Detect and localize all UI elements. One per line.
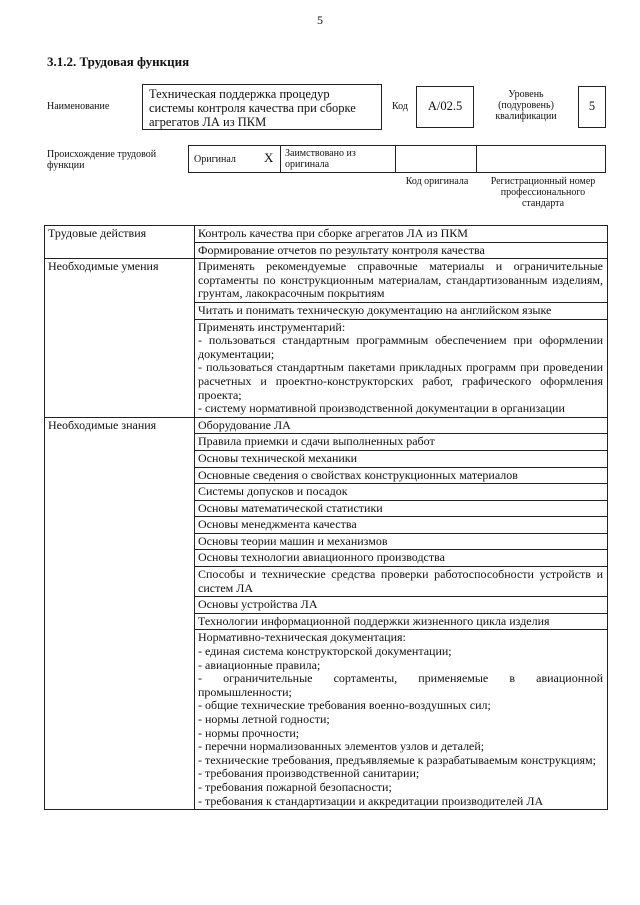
level-value-box <box>578 86 606 128</box>
reg-number-label: Регистрационный номер профессионального стандарта <box>490 176 596 209</box>
skill-line: - систему нормативной производственной документации в организации <box>198 401 565 416</box>
borrowed-label: Заимствовано из оригинала <box>285 148 356 170</box>
level-value: 5 <box>588 99 596 113</box>
code-value-box <box>416 86 474 128</box>
normative-title: Нормативно-техническая документация: <box>198 630 406 645</box>
knowledge-item: Основы математической статистики <box>195 500 608 517</box>
level-label: Уровень (подуровень) квалификации <box>495 89 557 122</box>
knowledge-item: Основы устройства ЛА <box>195 597 608 614</box>
table-row <box>45 259 608 303</box>
labor-action-item: Формирование отчетов по результату контроля качества <box>195 242 608 259</box>
labor-actions-title: Трудовые действия <box>45 226 195 259</box>
normative-item: - перечни нормализованных элементов узлов и деталей; <box>198 739 485 754</box>
page-number: 5 <box>317 13 323 27</box>
code-value: А/02.5 <box>427 99 463 113</box>
skill-line: Применять инструментарий: <box>198 319 346 334</box>
knowledge-item: Основные сведения о свойствах конструкционных материалов <box>195 467 608 484</box>
code-label: Код <box>392 101 408 112</box>
normative-item: - нормы летной годности; <box>198 712 330 726</box>
normative-item: - ограничительные сортаменты, применяемые в авиационной промышленности; <box>198 671 603 699</box>
function-name: Техническая поддержка процедур системы контроля качества при сборке агрегатов ЛА из ПКМ <box>149 87 356 129</box>
knowledge-item: Способы и технические средства проверки работоспособности устройств и систем ЛА <box>195 567 608 597</box>
knowledge-item: Основы менеджмента качества <box>195 517 608 534</box>
skills-title: Необходимые умения <box>45 259 195 418</box>
origin-row <box>188 145 606 173</box>
normative-item: - общие технические требования военно-воздушных сил; <box>198 698 491 713</box>
table-row <box>45 417 608 434</box>
origin-divider <box>280 145 281 173</box>
original-label: Оригинал <box>194 154 236 165</box>
code-original-label: Код оригинала <box>405 176 469 187</box>
normative-item: - технические требования, предъявляемые к разрабатываемым конструкциям; <box>198 752 596 767</box>
skill-line: - пользоваться стандартным пакетами прикладных программ при проведении расчетных и проектно-конструкторских работ, графического оформления проекта; <box>198 360 603 402</box>
knowledge-item: Основы технологии авиационного производства <box>195 550 608 567</box>
table-row <box>45 226 608 243</box>
normative-docs <box>195 630 608 810</box>
normative-item: - авиационные правила; <box>198 657 321 672</box>
origin-divider <box>395 145 396 173</box>
labor-action-item: Контроль качества при сборке агрегатов ЛА из ПКМ <box>195 226 608 243</box>
name-label: Наименование <box>47 101 110 112</box>
original-mark: X <box>264 150 274 165</box>
section-title: 3.1.2. Трудовая функция <box>47 54 190 69</box>
normative-item: - требования производственной санитарии; <box>198 766 420 781</box>
knowledge-item: Основы технической механики <box>195 450 608 467</box>
normative-item: - требования к стандартизации и аккредитации производителей ЛА <box>198 793 544 808</box>
skill-item: Применять рекомендуемые справочные материалы и ограничительные сортаменты по конструкционным материалам, стандартизованным изделиям, грунтам, лакокрасочным покрытиям <box>195 259 608 303</box>
origin-divider <box>476 145 477 173</box>
normative-item: - нормы прочности; <box>198 725 300 740</box>
origin-label: Происхождение трудовой функции <box>47 149 157 171</box>
skill-line: - пользоваться стандартным программным обеспечением при оформлении документации; <box>198 333 603 361</box>
knowledge-item: Оборудование ЛА <box>195 417 608 434</box>
knowledge-title: Необходимые знания <box>45 417 195 809</box>
knowledge-item: Основы теории машин и механизмов <box>195 533 608 550</box>
name-value-box <box>142 84 382 130</box>
normative-item: - требования пожарной безопасности; <box>198 779 392 794</box>
knowledge-item: Системы допусков и посадок <box>195 484 608 501</box>
function-table <box>44 225 608 810</box>
skill-item: Читать и понимать техническую документацию на английском языке <box>195 302 608 319</box>
skill-item-tools <box>195 319 608 417</box>
knowledge-item: Технологии информационной поддержки жизненного цикла изделия <box>195 613 608 630</box>
normative-item: - единая система конструкторской документации; <box>198 644 452 659</box>
knowledge-item: Правила приемки и сдачи выполненных работ <box>195 434 608 451</box>
